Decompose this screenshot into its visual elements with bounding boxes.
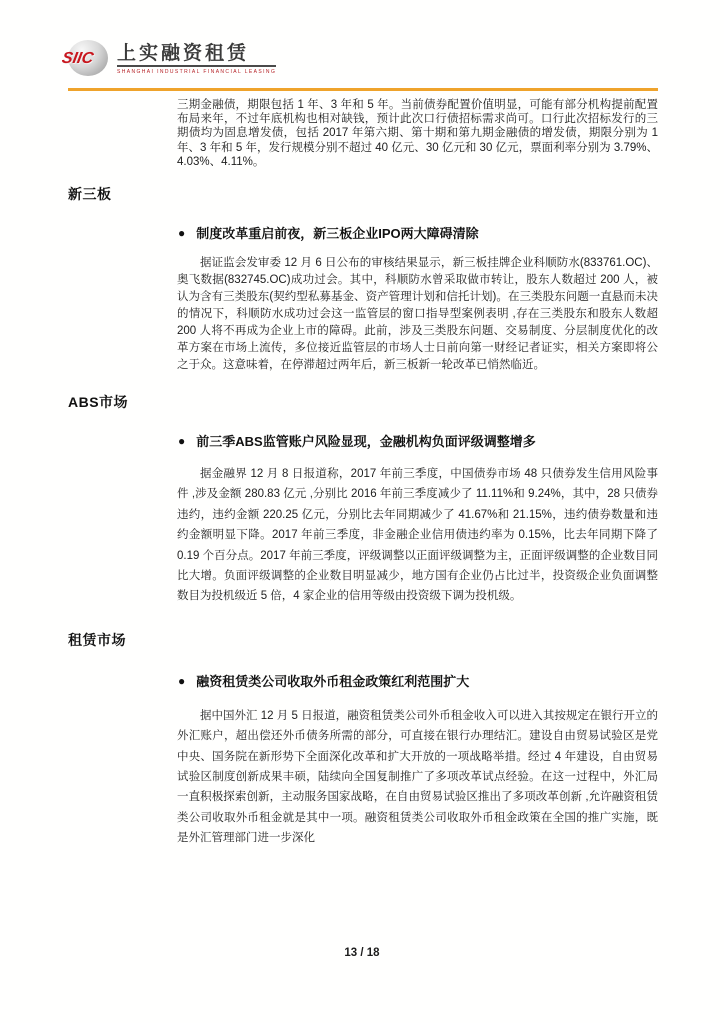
headline-text: 前三季ABS监管账户风险显现，金融机构负面评级调整增多: [196, 434, 536, 450]
siic-globe-icon: [60, 40, 108, 76]
section-title-leasing: 租赁市场: [68, 631, 126, 648]
article-body: 据金融界 12 月 8 日报道称，2017 年前三季度，中国债券市场 48 只债券发生信用风险事件 ,涉及金额 280.83 亿元 ,分别比 2016 年前三季度减少了 11.11%和 9.24%，其中，28 只债券违约，违约金额 220.25 亿元，分别比去年同期减少了 41.67%和 21.15%，违约债券数量和违约金额明显下降。2017 年前三季度，非金融企业信用债违约率为 0.15%，比去年同期下降了 0.19 个百分点。2017 年前三季度，评级调整以正面评级调整为主，正面评级调整的企业数目同比大增。负面评级调整的企业数目明显减少，地方国有企业仍占比过半，投资级企业负面调整数目为投机级近 5 倍，4 家企业的信用等级由投资级下调为投机级。: [177, 468, 658, 603]
headline-text: 制度改革重启前夜，新三板企业IPO两大障碍清除: [196, 226, 479, 242]
company-logo: [60, 36, 658, 80]
article-body: 据证监会发审委 12 月 6 日公布的审核结果显示，新三板挂牌企业科顺防水(833761.OC)、奥飞数据(832745.OC)成功过会。其中，科顺防水曾采取做市转让，股东人数超过 200 人，被认为含有三类股东(契约型私募基金、资产管理计划和信托计划)。在三类股东问题一直悬而未决的情况下，科顺防水成功过会这一监管层的窗口指导型案例表明 ,存在三类股东和股东人数超 200 人将不再成为企业上市的障碍。此前，涉及三类股东问题、交易制度、分层制度优化的改革方案在市场上流传，多位接近监管层的市场人士日前向第一财经记者证实，相关方案即将公之于众。这意味着，在停滞超过两年后，新三板新一轮改革已悄然临近。: [177, 257, 658, 372]
logo-text-block: [117, 42, 276, 75]
header-divider: [68, 88, 658, 91]
page-footer: [0, 947, 724, 959]
bullet-icon: ●: [178, 434, 186, 449]
article-headline: [178, 431, 658, 450]
section-abs-market: [68, 392, 658, 607]
siic-wordmark: SIIC: [60, 50, 95, 67]
document-content: [68, 98, 658, 849]
bullet-icon: ●: [178, 226, 186, 241]
page-header: [60, 36, 658, 91]
article-headline: [178, 223, 658, 242]
intro-paragraph: 三期金融债，期限包括 1 年、3 年和 5 年。当前债券配置价值明显，可能有部分机构提前配置布局来年，不过年底机构也相对缺钱，预计此次口行债招标需求尚可。口行此次招标发行的三期债均为固息增发债，包括 2017 年第六期、第十期和第九期金融债的增发债，期限分别为 1 年、3 年和 5 年，发行规模分别不超过 40 亿元、30 亿元和 30 亿元，票面利率分别为 3.79%、4.03%、4.11%。: [177, 99, 658, 168]
headline-text: 融资租赁类公司收取外币租金政策红利范围扩大: [196, 673, 470, 689]
article-headline: [178, 671, 658, 690]
logo-chinese-name: 上实融资租赁: [117, 42, 276, 67]
section-neeq: [68, 184, 658, 374]
logo-english-name: SHANGHAI INDUSTRIAL FINANCIAL LEASING: [117, 68, 277, 75]
section-leasing-market: [68, 630, 658, 849]
section-title-neeq: 新三板: [68, 186, 112, 203]
article-body: 据中国外汇 12 月 5 日报道，融资租赁类公司外币租金收入可以进入其按规定在银行开立的外汇账户，超出偿还外币债务所需的部分，可直接在银行办理结汇。建设自由贸易试验区是党中央、国务院在新形势下全面深化改革和扩大开放的一项战略举措。经过 4 年建设，自由贸易试验区制度创新成果丰硕，陆续向全国复制推广了多项改革试点经验。在这一过程中，外汇局一直积极探索创新，主动服务国家战略，在自由贸易试验区推出了多项改革创新 ,允许融资租赁类公司收取外币租金就是其中一项。融资租赁类公司收取外币租金政策在全国的推广实施，既是外汇管理部门进一步深化: [177, 709, 658, 845]
bullet-icon: ●: [178, 673, 186, 688]
page-number: 13 / 18: [344, 947, 380, 959]
section-title-abs: ABS市场: [68, 394, 129, 411]
